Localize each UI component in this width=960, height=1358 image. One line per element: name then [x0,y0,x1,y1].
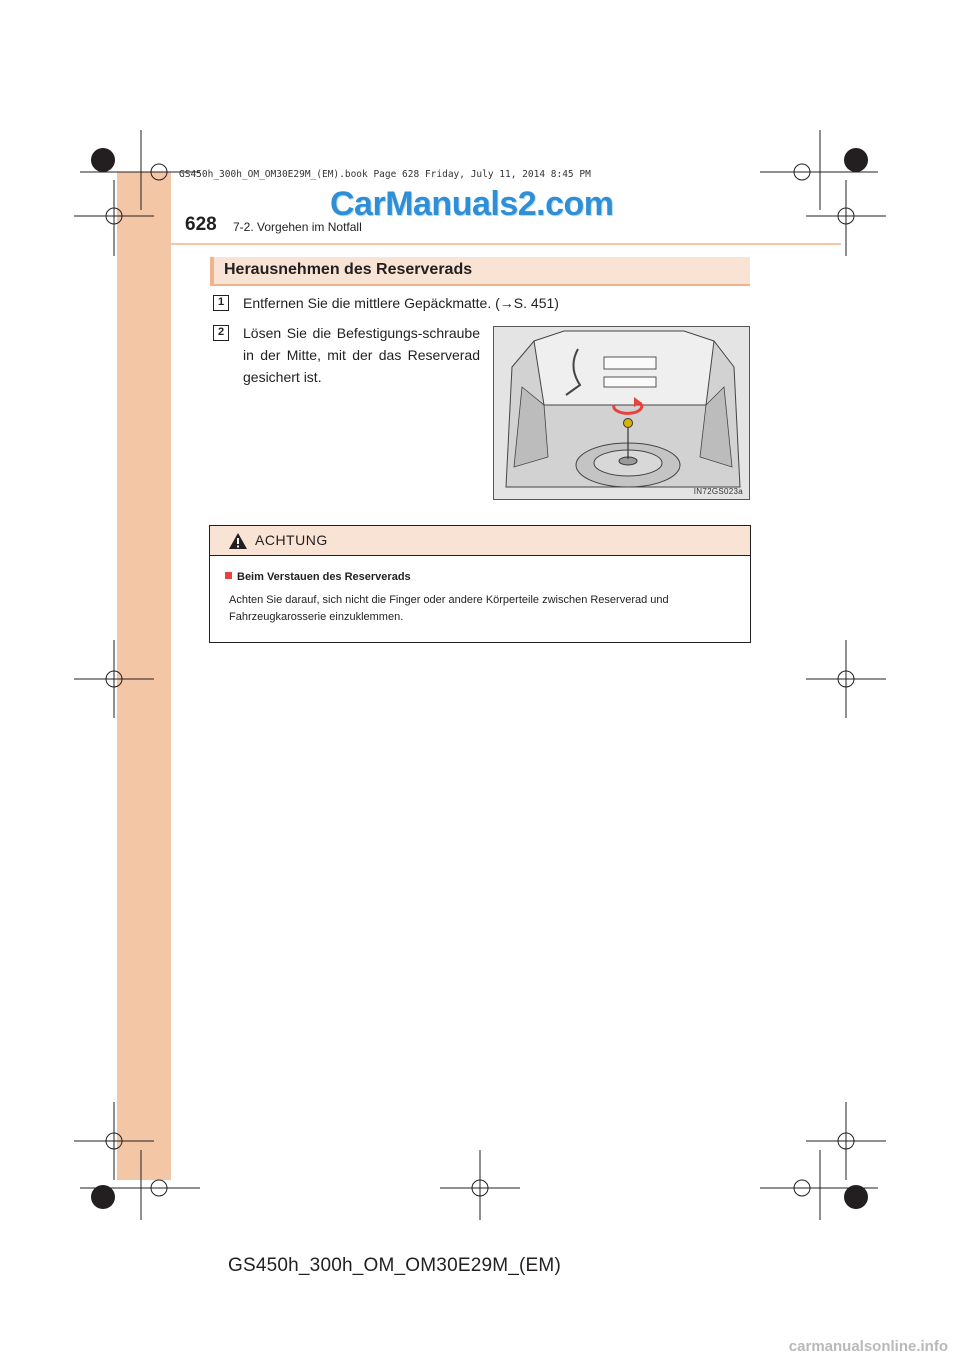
section-header [210,257,750,286]
warning-triangle-icon [228,532,248,550]
step-1-text: Entfernen Sie die mittlere Gepäckmatte. (→S. 451) [243,295,559,311]
step-number-2: 2 [213,325,229,341]
page-number: 628 [185,214,217,235]
warning-item-heading-text: Beim Verstauen des Reserverads [237,571,411,583]
chapter-title: 7-2. Vorgehen im Notfall [233,220,362,234]
trunk-illustration [493,326,750,500]
watermark-logo[interactable]: CarManuals2.com [330,185,614,223]
step-2-text: Lösen Sie die Befestigungs-schraube in der Mitte, mit der das Reserverad gesichert ist. [243,325,480,385]
print-info: GS450h_300h_OM_OM30E29M_(EM).book Page 628 Friday, July 11, 2014 8:45 PM [179,169,591,180]
trunk-drawing [494,327,750,500]
warning-box [209,525,751,643]
warning-title: ACHTUNG [255,532,328,548]
footer-code: GS450h_300h_OM_OM30E29M_(EM) [228,1255,561,1276]
illustration-code: IN72GS023a [693,487,743,496]
step-number-1: 1 [213,295,229,311]
square-bullet-icon [225,572,232,579]
warning-header [210,526,750,556]
warning-item-heading [225,571,411,583]
warning-item-text: Achten Sie darauf, sich nicht die Finger oder andere Körperteile zwischen Reserverad und Fahrzeugkarosserie einzuklemmen. [229,594,669,623]
section-title: Herausnehmen des Reserverads [224,261,473,278]
bottom-watermark[interactable]: carmanualsonline.info [788,1338,948,1355]
